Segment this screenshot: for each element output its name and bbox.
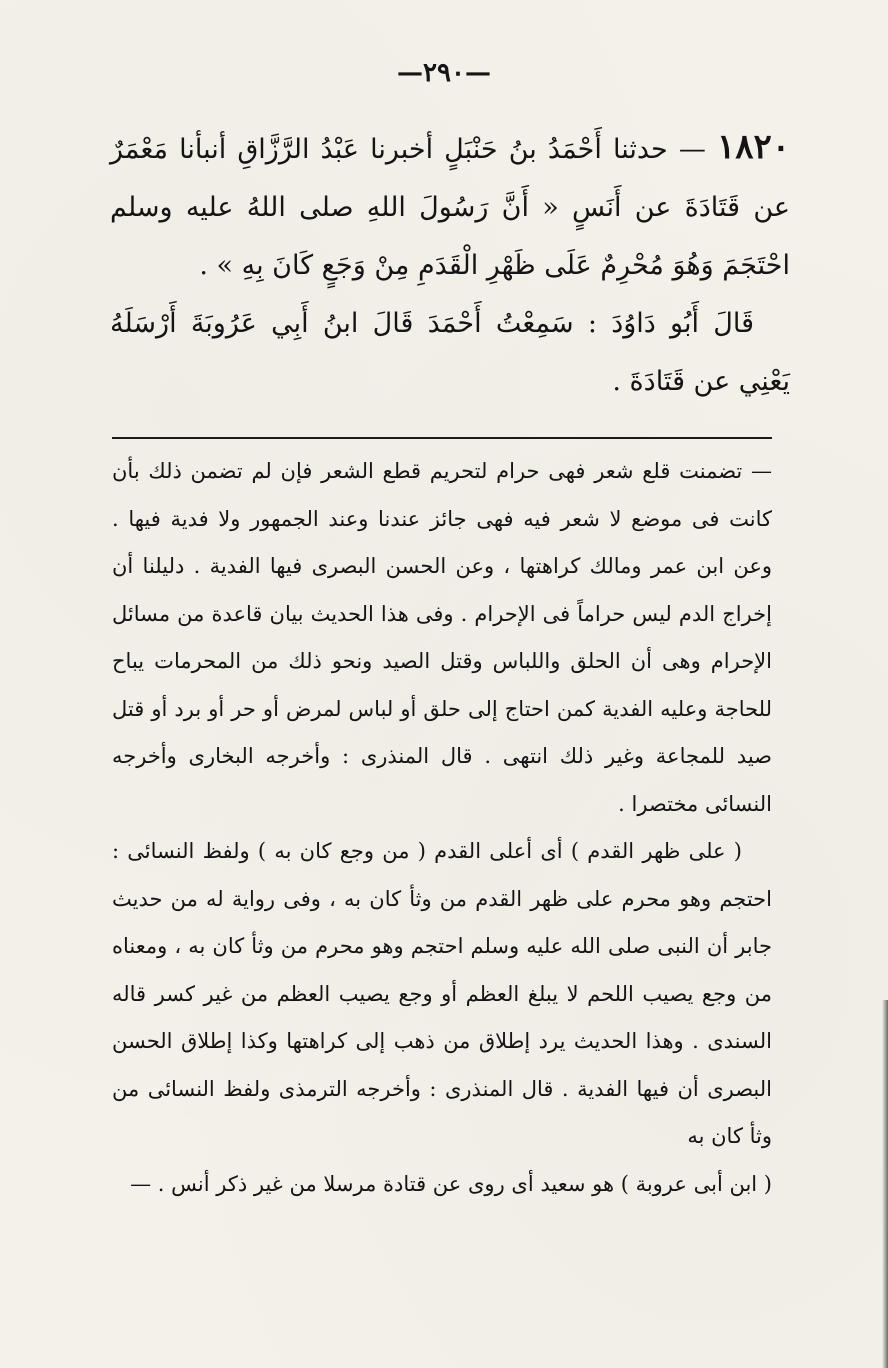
hadith-number: ١٨٢٠ [716,127,790,167]
commentary-block [112,448,772,1208]
footnote-divider [112,437,772,439]
commentary-paragraph-2: ( على ظهر القدم ) أى أعلى القدم ( من وجع كان به ) ولفظ النسائى : احتجم وهو محرم على ظهر القدم من وثأ كان به ، وفى رواية له من حديث جابر أن النبى صلى الله عليه وسلم احتجم وهو محرم من وثأ كان به ، ومعناه من وجع يصيب اللحم لا يبلغ العظم أو وجع يصيب العظم من غير كسر قاله السندى . وهذا الحديث يرد إطلاق من ذهب إلى كراهتها وكذا إطلاق الحسن البصرى أن فيها الفدية . قال المنذرى : وأخرجه الترمذى ولفظ النسائى من وثأ كان به [112,839,772,1148]
hadith-block [110,118,790,411]
hadith-note: قَالَ أَبُو دَاوُدَ : سَمِعْتُ أَحْمَدَ قَالَ ابنُ أَبِي عَرُوبَةَ أَرْسَلَهُ يَعْنِي عن قَتَادَةَ . [110,308,790,397]
page-number: —٢٩٠— [397,58,491,88]
hadith-text [110,118,790,295]
hadith-body: — حدثنا أَحْمَدُ بنُ حَنْبَلٍ أخبرنا عَبْدُ الرَّزَّاقِ أنبأنا مَعْمَرٌ عن قَتَادَةَ عن أَنَسٍ « أَنَّ رَسُولَ اللهِ صلى اللهُ عليه وسلم احْتَجَمَ وَهُوَ مُحْرِمٌ عَلَى ظَهْرِ الْقَدَمِ مِنْ وَجَعٍ كَانَ بِهِ » . [110,134,790,281]
commentary-paragraph-3: ( ابن أبى عروبة ) هو سعيد أى روى عن قتادة مرسلا من غير ذكر أنس . — [130,1171,772,1196]
page-edge-shadow [882,1000,888,1368]
commentary-paragraph-1: — تضمنت قلع شعر فهى حرام لتحريم قطع الشعر فإن لم تضمن ذلك بأن كانت فى موضع لا شعر فيه فهى جائز عندنا وعند الجمهور ولا فدية فيها . وعن ابن عمر ومالك كراهتها ، وعن الحسن البصرى فيها الفدية . دليلنا أن إخراج الدم ليس حراماً فى الإحرام . وفى هذا الحديث بيان قاعدة من مسائل الإحرام وهى أن الحلق واللباس وقتل الصيد ونحو ذلك من المحرمات يباح للحاجة وعليه الفدية كمن احتاج إلى حلق أو لباس لمرض أو حر أو برد أو قتل صيد للمجاعة وغير ذلك انتهى . قال المنذرى : وأخرجه البخارى وأخرجه النسائى مختصرا . [112,459,772,816]
